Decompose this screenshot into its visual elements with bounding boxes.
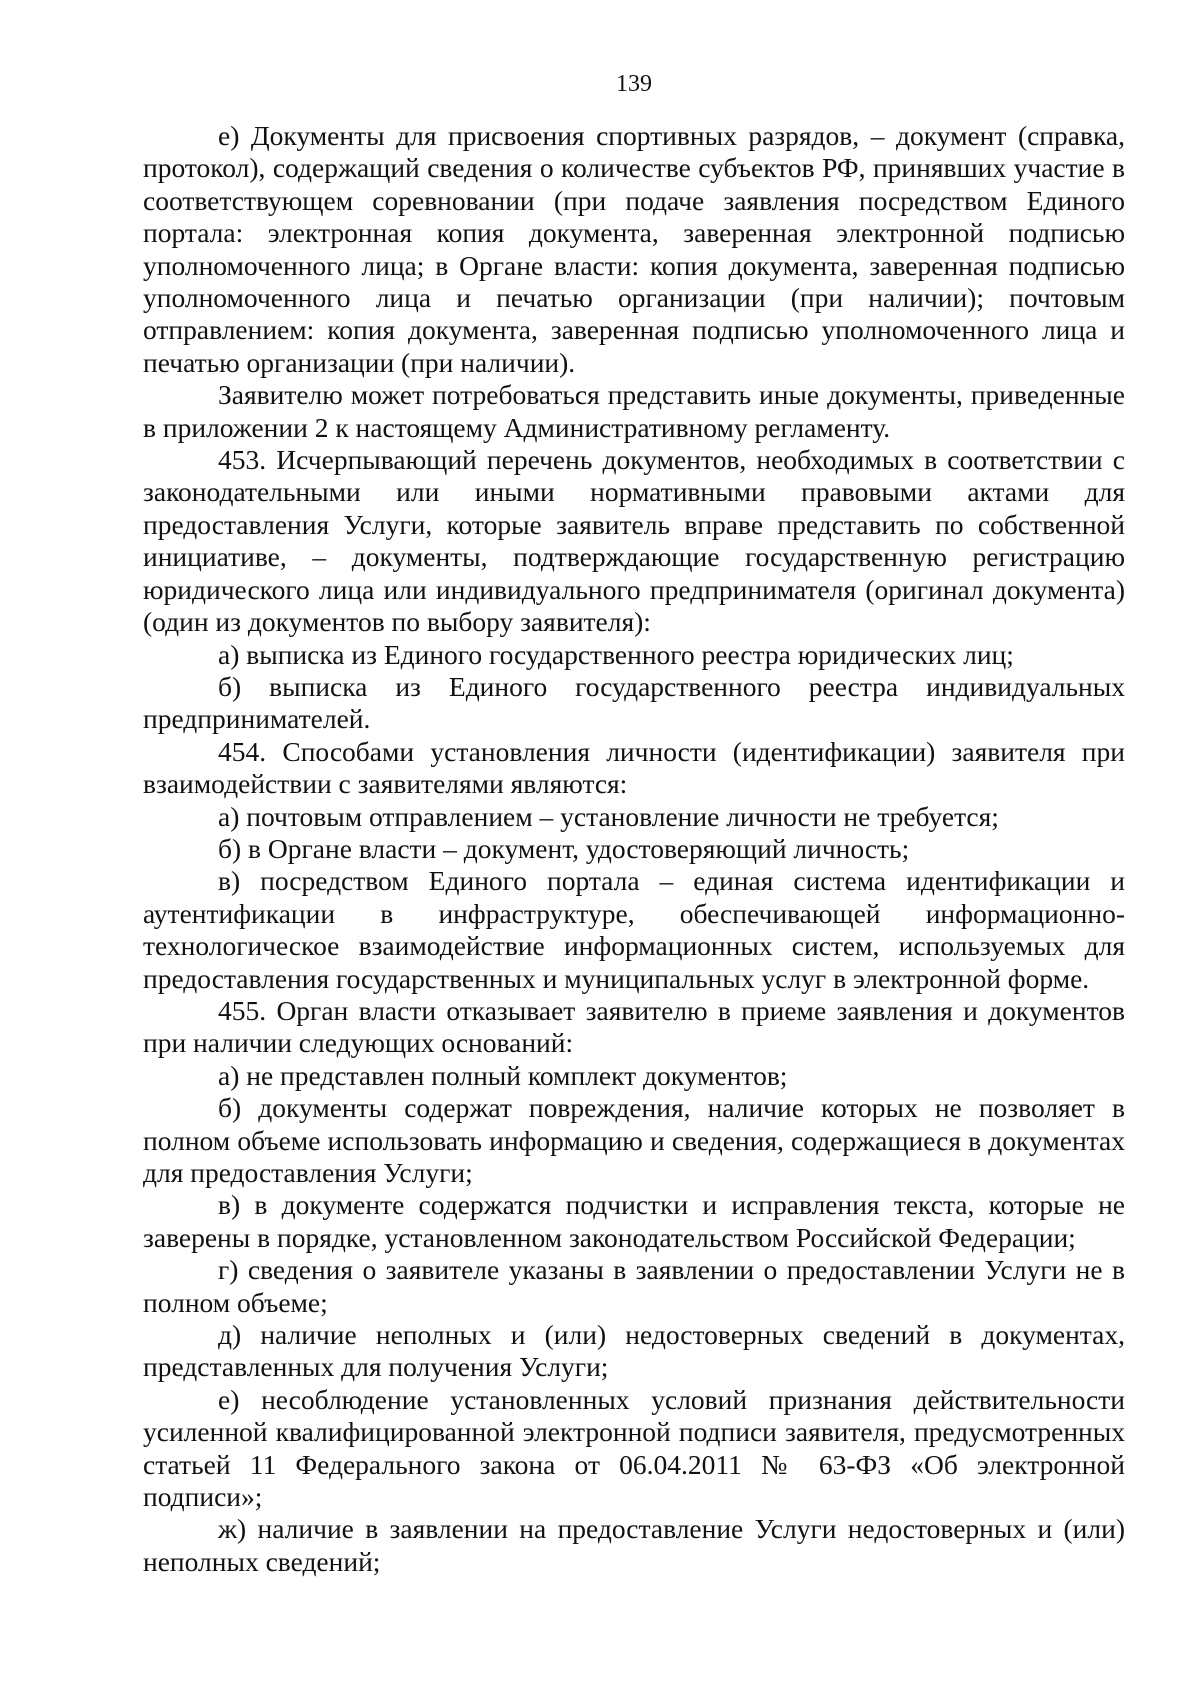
- paragraph-455-g: г) сведения о заявителе указаны в заявлении о предоставлении Услуги не в полном объеме;: [143, 1254, 1125, 1318]
- paragraph-455-d: д) наличие неполных и (или) недостоверных сведений в документах, представленных для получения Услуги;: [143, 1319, 1125, 1383]
- page-number: 139: [616, 71, 652, 97]
- paragraph-455-a: а) не представлен полный комплект документов;: [218, 1059, 788, 1091]
- paragraph-455-e: е) несоблюдение установленных условий признания действительности усиленной квалифицированной электронной подписи заявителя, предусмотренных статьей 11 Федерального закона от 06.04.2011 № 63-ФЗ «Об электронной подписи»;: [143, 1383, 1125, 1513]
- paragraph-454-b: б) в Органе власти – документ, удостоверяющий личность;: [218, 832, 910, 864]
- paragraph-455-b: б) документы содержат повреждения, наличие которых не позволяет в полном объеме использовать информацию и сведения, содержащиеся в документах для предоставления Услуги;: [143, 1092, 1125, 1188]
- paragraph-other-documents: Заявителю может потребоваться представить иные документы, приведенные в приложении 2 к настоящему Административному регламенту.: [143, 379, 1125, 443]
- paragraph-453-a: а) выписка из Единого государственного реестра юридических лиц;: [218, 638, 1014, 670]
- paragraph-sports-documents: е) Документы для присвоения спортивных разрядов, – документ (справка, протокол), содержащий сведения о количестве субъектов РФ, принявших участие в соответствующем соревновании (при подаче заявления посредством Единого портала: электронная копия документа, заверенная электронной подписью уполномоченного лица; в Органе власти: копия документа, заверенная подписью уполномоченного лица и печатью организации (при наличии); почтовым отправлением: копия документа, заверенная подписью уполномоченного лица и печатью организации (при наличии).: [143, 120, 1125, 378]
- paragraph-453: 453. Исчерпывающий перечень документов, необходимых в соответствии с законодательными или иными нормативными правовыми актами для предоставления Услуги, которые заявитель вправе представить по собственной инициативе, – документы, подтверждающие государственную регистрацию юридического лица или индивидуального предпринимателя (оригинал документа) (один из документов по выбору заявителя):: [143, 444, 1125, 638]
- paragraph-453-b: б) выписка из Единого государственного реестра индивидуальных предпринимателей.: [143, 670, 1125, 735]
- paragraph-455-v: в) в документе содержатся подчистки и исправления текста, которые не заверены в порядке, установленном законодательством Российской Федерации;: [143, 1189, 1125, 1253]
- paragraph-455-zh: ж) наличие в заявлении на предоставление Услуги недостоверных и (или) неполных сведений;: [143, 1513, 1125, 1577]
- paragraph-455: 455. Орган власти отказывает заявителю в приеме заявления и документов при наличии следующих оснований:: [143, 994, 1125, 1059]
- paragraph-454: 454. Способами установления личности (идентификации) заявителя при взаимодействии с заявителями являются:: [143, 735, 1125, 800]
- paragraph-454-v: в) посредством Единого портала – единая система идентификации и аутентификации в инфраструктуре, обеспечивающей информационно-технологическое взаимодействие информационных систем, используемых для предоставления государственных и муниципальных услуг в электронной форме.: [143, 865, 1125, 994]
- paragraph-454-a: а) почтовым отправлением – установление личности не требуется;: [218, 800, 999, 832]
